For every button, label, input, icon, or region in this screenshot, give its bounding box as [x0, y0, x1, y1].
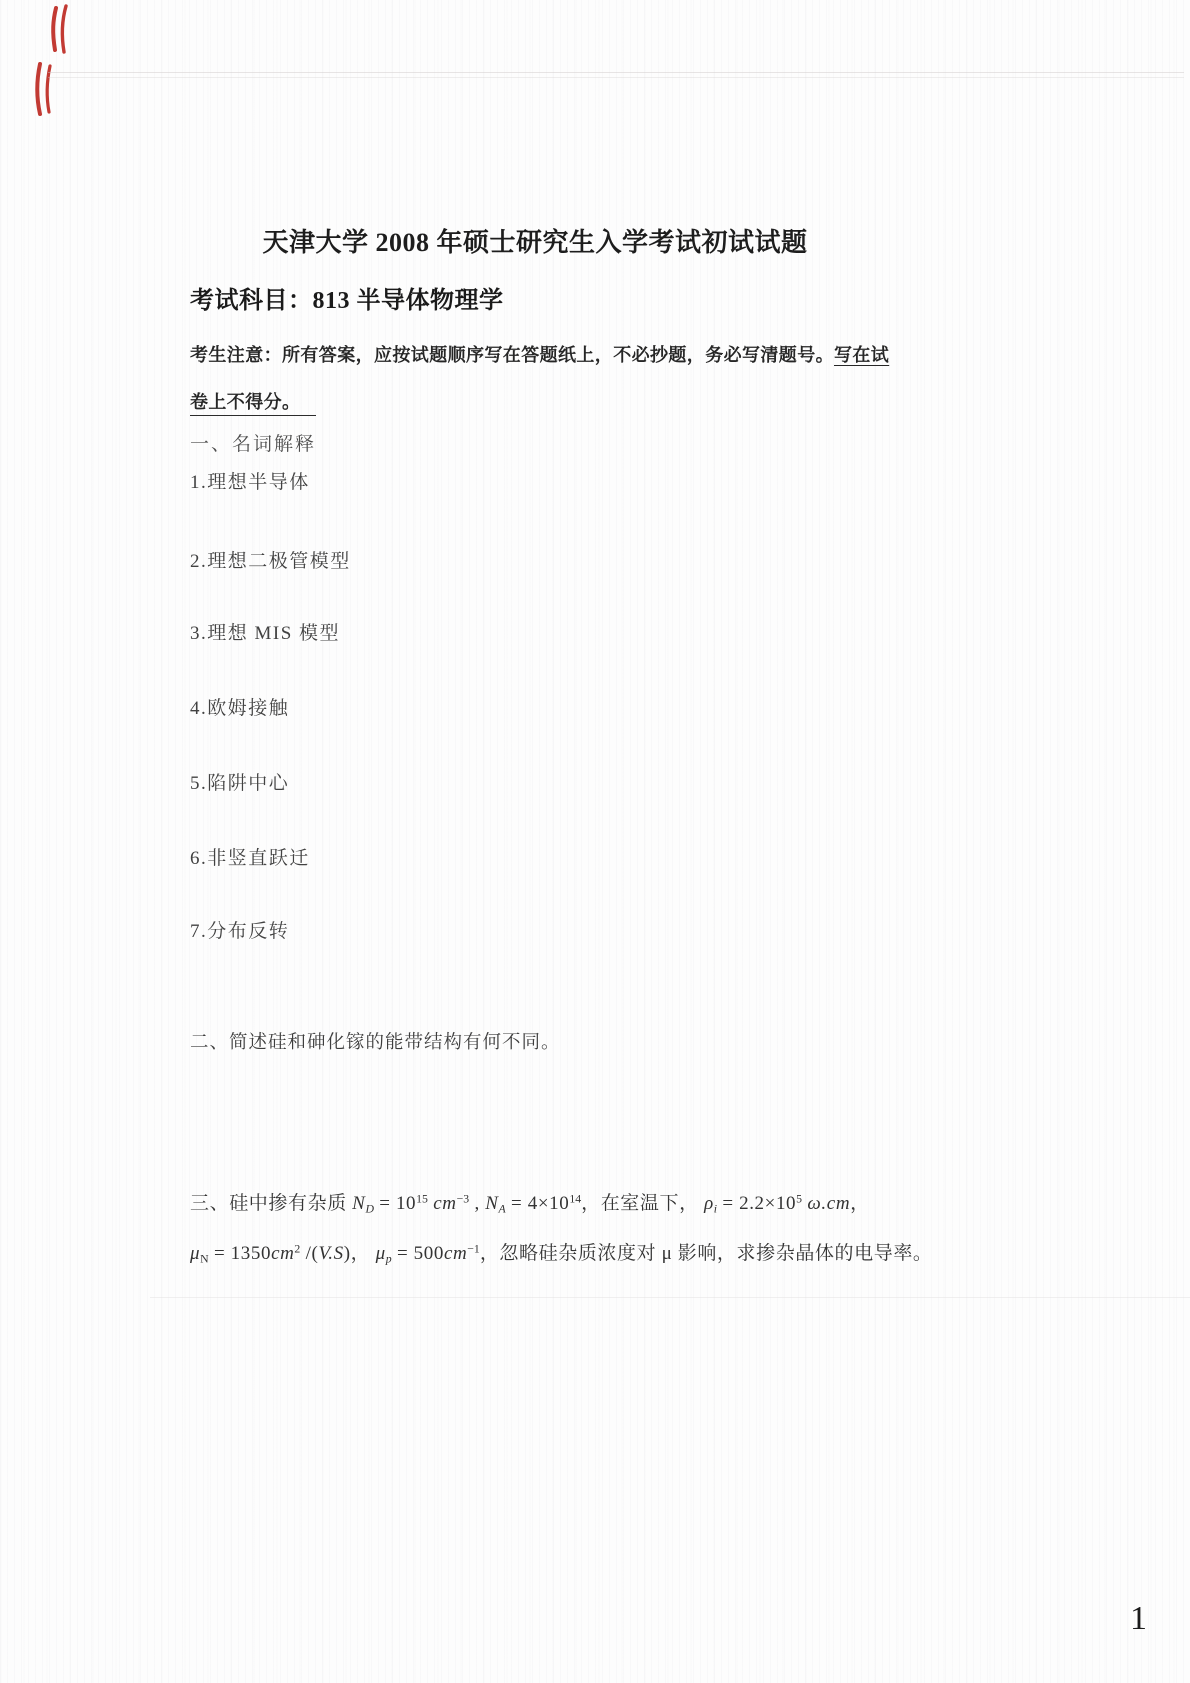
page-number: 1: [1130, 1600, 1147, 1637]
red-pen-stroke-3: [37, 64, 40, 114]
scan-fold-line: [48, 72, 1184, 78]
red-pen-marks-icon: [26, 2, 72, 118]
term-item-6: 6.非竖直跃迁: [190, 848, 310, 869]
notice-line-1: 考生注意：所有答案，应按试题顺序写在答题纸上，不必抄题，务必写清题号。写在试: [190, 345, 890, 365]
section-three-line-2: $\mu N = 1350cm^2$ /(V.S)， $\mu p = 500cm^{-1}$，忽略硅杂质浓度对 μ 影响，求掺杂晶体的电导率。: [190, 1242, 933, 1266]
term-item-5: 5.陷阱中心: [190, 773, 290, 794]
term-item-2: 2.理想二极管模型: [190, 551, 351, 572]
subject-line: 考试科目：813 半导体物理学: [190, 288, 504, 314]
red-pen-stroke-2: [62, 6, 66, 52]
exam-title: 天津大学 2008 年硕士研究生入学考试初试试题: [262, 228, 808, 257]
term-item-4: 4.欧姆接触: [190, 698, 290, 719]
scan-fold-line-lower: [150, 1297, 1190, 1298]
notice-line-2: 卷上不得分。: [190, 388, 316, 414]
term-item-1: 1.理想半导体: [190, 472, 310, 493]
red-pen-stroke-1: [53, 8, 56, 50]
section-two-question: 二、简述硅和砷化镓的能带结构有何不同。: [190, 1033, 561, 1053]
term-item-7: 7.分布反转: [190, 921, 290, 942]
section-one-heading: 一、名词解释: [190, 434, 317, 455]
section-three-line-1: 三、硅中掺有杂质 ND = $10^{15}$ $cm^{-3}$ , NA = $4\times 10^{14}$，在室温下， $\rho i = 2.2\times 10^5$ ω.cm，: [190, 1192, 870, 1216]
term-item-3: 3.理想 MIS 模型: [190, 623, 341, 644]
